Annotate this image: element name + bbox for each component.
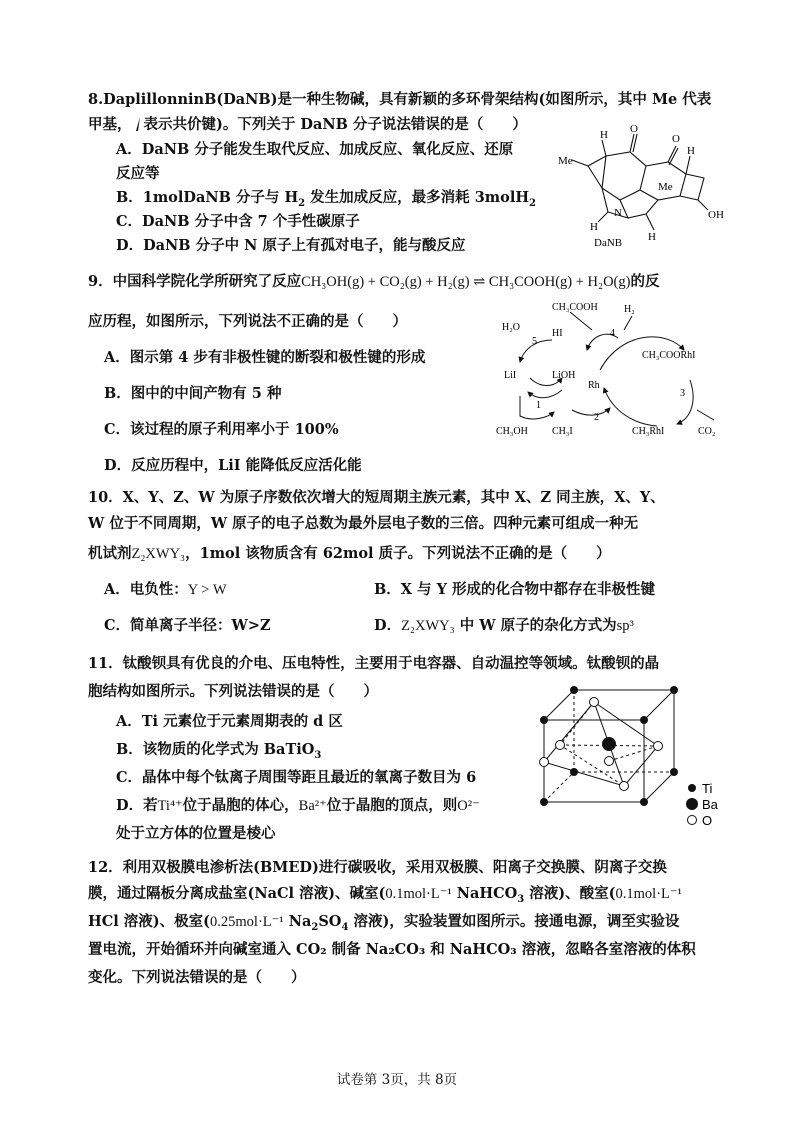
legend-ti-label: Ti	[702, 781, 713, 796]
q11-option-d-line1: D．若Ti⁴⁺位于晶胞的体心，Ba²⁺位于晶胞的顶点，则O²⁻	[116, 797, 480, 814]
q11-option-c: C．晶体中每个钛离子周围等距且最近的氧离子数目为 6	[116, 769, 477, 786]
reaction-cycle-diagram	[492, 300, 724, 442]
legend-o-label: O	[702, 813, 713, 828]
danb-h-label-1: H	[600, 129, 608, 141]
cycle-step-1: 1	[536, 400, 541, 411]
q8-option-c: C．DaNB 分子中含 7 个手性碳原子	[116, 213, 360, 230]
cycle-co2: CO₂	[698, 426, 716, 437]
q11-stem-line2: 胞结构如图所示。下列说法错误的是（ ）	[88, 683, 378, 700]
ba-atom	[602, 737, 616, 751]
cycle-step-3: 3	[680, 388, 685, 399]
q10-stem-line3: 机试剂Z₂XWY₃，1mol 该物质含有 62mol 质子。下列说法不正确的是（ ）	[88, 545, 611, 562]
q9-stem-line2: 应历程，如图所示，下列说法不正确的是（ ）	[88, 313, 407, 330]
cycle-ch3coorhi: CH₃COORhI	[642, 350, 696, 361]
q12-stem-line5: 变化。下列说法错误的是（ ）	[88, 969, 306, 986]
legend-ba-label: Ba	[702, 797, 718, 812]
q9-option-b: B．图中的中间产物有 5 种	[104, 385, 282, 402]
legend-ti-icon	[688, 784, 696, 792]
q10-option-b: B．X 与 Y 形成的化合物中都存在非极性键	[374, 581, 655, 598]
danb-oh-label: OH	[708, 209, 724, 221]
danb-h-label-2: H	[687, 145, 695, 157]
cycle-step-5: 5	[532, 336, 537, 347]
danb-o-label-1: O	[630, 123, 638, 135]
cycle-ch3oh: CH₃OH	[496, 426, 528, 437]
q8-option-b: B．1molDaNB 分子与 $H_2$ 发生加成反应，最多消耗 3molH$_2$	[116, 189, 537, 209]
page-footer: 试卷第 3页，共 8页	[336, 1072, 458, 1088]
cycle-h2o: H₂O	[502, 322, 520, 333]
q12-stem-line2: 膜，通过隔板分离成盐室(NaCl 溶液)、碱室(0.1mol·L⁻¹ NaHCO$_3$ 溶液)、酸室(0.1mol·L⁻¹	[88, 885, 682, 905]
q8-stem-line1: 8.DaplillonninB(DaNB)是一种生物碱，具有新颖的多环骨架结构(如图所示，其中 Me 代表	[88, 91, 712, 108]
danb-n-label: N	[614, 207, 622, 219]
q9-equation: CH₃OH(g) + CO₂(g) + H₂(g) ⇌ CH₃COOH(g) + H₂O(g)	[301, 274, 631, 290]
q10-option-c: C．简单离子半径：W>Z	[104, 617, 271, 634]
cycle-ch3cooh: CH₃COOH	[552, 302, 598, 313]
danb-h-label-4: H	[648, 231, 656, 243]
q8-stem-line2: 甲基， 表示共价键)。下列关于 DaNB 分子说法错误的是（ ）	[88, 116, 527, 133]
q10-option-a: A．电负性：Y > W	[104, 581, 227, 598]
legend-o-icon	[688, 816, 697, 825]
cycle-h2: H₂	[624, 304, 635, 315]
cycle-step-4: 4	[610, 328, 615, 339]
danb-structure-diagram	[558, 118, 728, 248]
q11-option-a: A．Ti 元素位于元素周期表的 d 区	[116, 713, 343, 730]
q11-option-d-line2: 处于立方体的位置是棱心	[116, 825, 276, 842]
danb-o-label-2: O	[672, 133, 680, 145]
q10-option-d: D．Z₂XWY₃ 中 W 原子的杂化方式为sp³	[374, 617, 634, 634]
crystal-cell-diagram	[534, 682, 734, 828]
q9-stem-line1: 9．中国科学院化学所研究了反应CH₃OH(g) + CO₂(g) + H₂(g) ⇌ CH₃COOH(g) + H₂O(g)的反	[88, 273, 660, 290]
legend-ba-icon	[686, 798, 698, 810]
q11-option-b: B．该物质的化学式为 BaTiO$_3$	[116, 741, 322, 761]
cycle-step-2: 2	[594, 412, 599, 423]
q12-stem-line1: 12．利用双极膜电渗析法(BMED)进行碳吸收，采用双极膜、阳离子交换膜、阴离子交换	[88, 859, 667, 876]
cycle-lioh: LiOH	[552, 370, 576, 381]
q10-stem-line2: W 位于不同周期，W 原子的电子总数为最外层电子数的三倍。四种元素可组成一种无	[88, 515, 639, 532]
q8-option-a-line1: A．DaNB 分子能发生取代反应、加成反应、氧化反应、还原	[116, 141, 514, 158]
bond-symbol-icon	[135, 117, 141, 131]
cycle-ch3i: CH₃I	[552, 426, 573, 437]
q12-stem-line4: 置电流，开始循环并向碱室通入 CO₂ 制备 Na₂CO₃ 和 NaHCO₃ 溶液，忽略各室溶液的体积	[88, 941, 696, 958]
q8-option-a-line2: 反应等	[116, 165, 160, 182]
q8-option-d: D．DaNB 分子中 N 原子上有孤对电子，能与酸反应	[116, 237, 466, 254]
q10-stem-line1: 10．X、Y、Z、W 为原子序数依次增大的短周期主族元素，其中 X、Z 同主族，X、Y、	[88, 489, 665, 506]
cycle-hi: HI	[552, 328, 563, 339]
cycle-ch3rhi: CH₃RhI	[632, 426, 665, 437]
q12-stem-line3: HCl 溶液)、极室(0.25mol·L⁻¹ $Na_2SO_4$ 溶液)，实验装置如图所示。接通电源，调至实验设	[88, 913, 680, 933]
cycle-lii: LiI	[504, 370, 517, 381]
danb-name-label: DaNB	[594, 237, 623, 248]
q11-stem-line1: 11．钛酸钡具有优良的介电、压电特性，主要用于电容器、自动温控等领域。钛酸钡的晶	[88, 655, 660, 672]
danb-me-label-2: Me	[658, 181, 673, 193]
danb-h-label-3: H	[590, 221, 598, 233]
q9-option-d: D．反应历程中，LiI 能降低反应活化能	[104, 457, 362, 474]
q9-option-a: A．图示第 4 步有非极性键的断裂和极性键的形成	[104, 349, 426, 366]
cycle-rh: Rh	[588, 380, 600, 391]
q9-option-c: C．该过程的原子利用率小于 100%	[104, 421, 339, 438]
danb-me-label-1: Me	[558, 155, 573, 167]
